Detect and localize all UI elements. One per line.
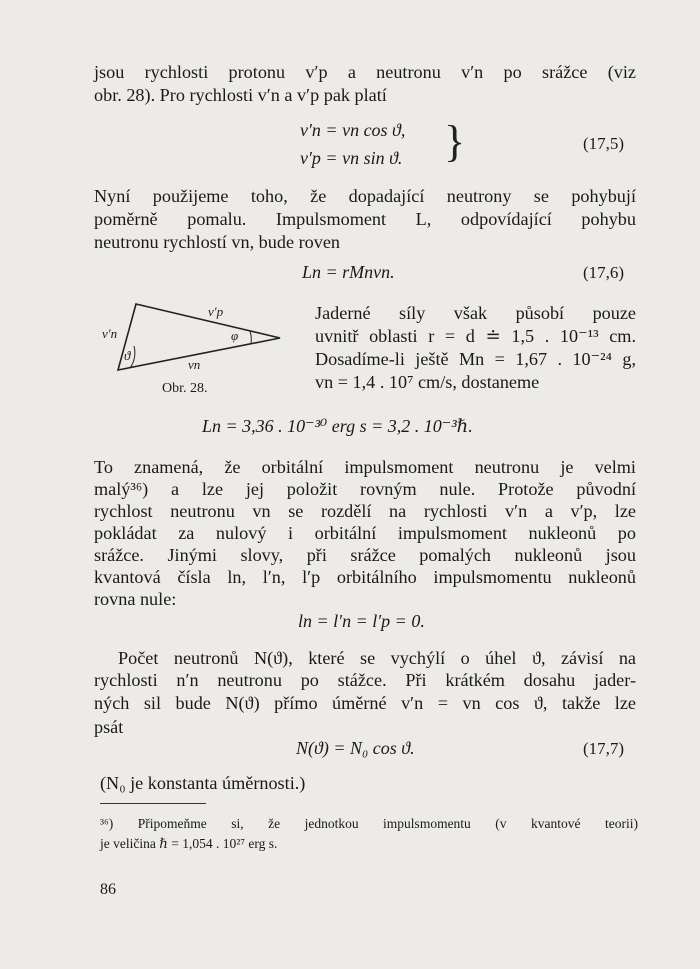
equation-17-7: N(ϑ) = N₀ cos ϑ. <box>296 738 415 758</box>
figure-label-vn-bottom: vn <box>188 357 201 372</box>
figure-label-phi: φ <box>231 328 239 343</box>
equation-L-value: Ln = 3,36 . 10⁻³⁰ erg s = 3,2 . 10⁻³ℏ. <box>202 416 473 436</box>
text-line-18: rychlosti n′n neutronu po stážce. Při krátkém dosahu jader- <box>94 670 636 690</box>
text-line-2: obr. 28). Pro rychlosti v′n a v′p pak platí <box>94 85 387 105</box>
text-line-14: srážce. Jinými slovy, při srážce pomalých nukleonů jsou <box>94 545 636 565</box>
text-line-16: rovna nule: <box>94 589 177 609</box>
figure-label-vn-left: v′n <box>102 326 118 341</box>
equation-17-5-b: v′p = vn sin ϑ. <box>300 148 403 168</box>
text-line-9: vn = 1,4 . 10⁷ cm/s, dostaneme <box>315 372 540 392</box>
equation-17-5-a: v′n = vn cos ϑ, <box>300 120 406 140</box>
text-line-1: jsou rychlosti protonu v′p a neutronu v′n po srážce (viz <box>94 62 636 82</box>
text-line-20: psát <box>94 717 124 737</box>
text-line-12: rychlost neutronu vn se rozdělí na rychlosti v′n a v′p, lze <box>94 501 636 521</box>
text-line-21: (N₀ je konstanta úměrnosti.) <box>100 773 306 793</box>
footnote-rule <box>100 803 206 804</box>
text-line-5: neutronu rychlostí vn, bude roven <box>94 232 340 252</box>
equation-number-17-5: (17,5) <box>583 134 625 153</box>
text-line-10: To znamená, že orbitální impulsmoment neutronu je velmi <box>94 457 636 477</box>
figure-label-vp: v′p <box>208 304 224 319</box>
theta-angle-arc <box>130 346 135 368</box>
figure-caption: Obr. 28. <box>162 381 208 396</box>
text-line-8: Dosadíme-li ještě Mn = 1,67 . 10⁻²⁴ g, <box>315 349 636 369</box>
text-line-7: uvnitř oblasti r = d ≐ 1,5 . 10⁻¹³ cm. <box>315 326 636 346</box>
curly-brace: } <box>444 117 466 166</box>
equation-l-zero: ln = l′n = l′p = 0. <box>298 611 425 631</box>
equation-17-6: Ln = rMnvn. <box>302 262 395 282</box>
text-line-4: poměrně pomalu. Impulsmoment L, odpovídající pohybu <box>94 209 636 229</box>
footnote-line-1: ³⁶) Připomeňme si, že jednotkou impulsmomentu (v kvantové teorii) <box>100 816 638 831</box>
equation-number-17-7: (17,7) <box>583 739 625 758</box>
page-number: 86 <box>100 881 116 898</box>
text-line-19: ných sil bude N(ϑ) přímo úměrné v′n = vn cos ϑ, takže lze <box>94 693 636 713</box>
equation-number-17-6: (17,6) <box>583 263 625 282</box>
text-line-13: pokládat za nulový i orbitální impulsmoment nukleonů po <box>94 523 636 543</box>
text-line-15: kvantová čísla ln, l′n, l′p orbitálního impulsmomentu nukleonů <box>94 567 636 587</box>
text-line-6: Jaderné síly však působí pouze <box>315 303 636 323</box>
figure-label-theta: ϑ <box>124 348 131 363</box>
phi-angle-arc <box>250 331 251 344</box>
footnote-line-2: je veličina ℏ = 1,054 . 10²⁷ erg s. <box>100 836 278 851</box>
text-line-17: Počet neutronů N(ϑ), které se vychýlí o úhel ϑ, závisí na <box>118 648 636 668</box>
text-line-3: Nyní použijeme toho, že dopadající neutrony se pohybují <box>94 186 636 206</box>
text-line-11: malý³⁶) a lze jej položit rovným nule. Protože původní <box>94 479 636 499</box>
